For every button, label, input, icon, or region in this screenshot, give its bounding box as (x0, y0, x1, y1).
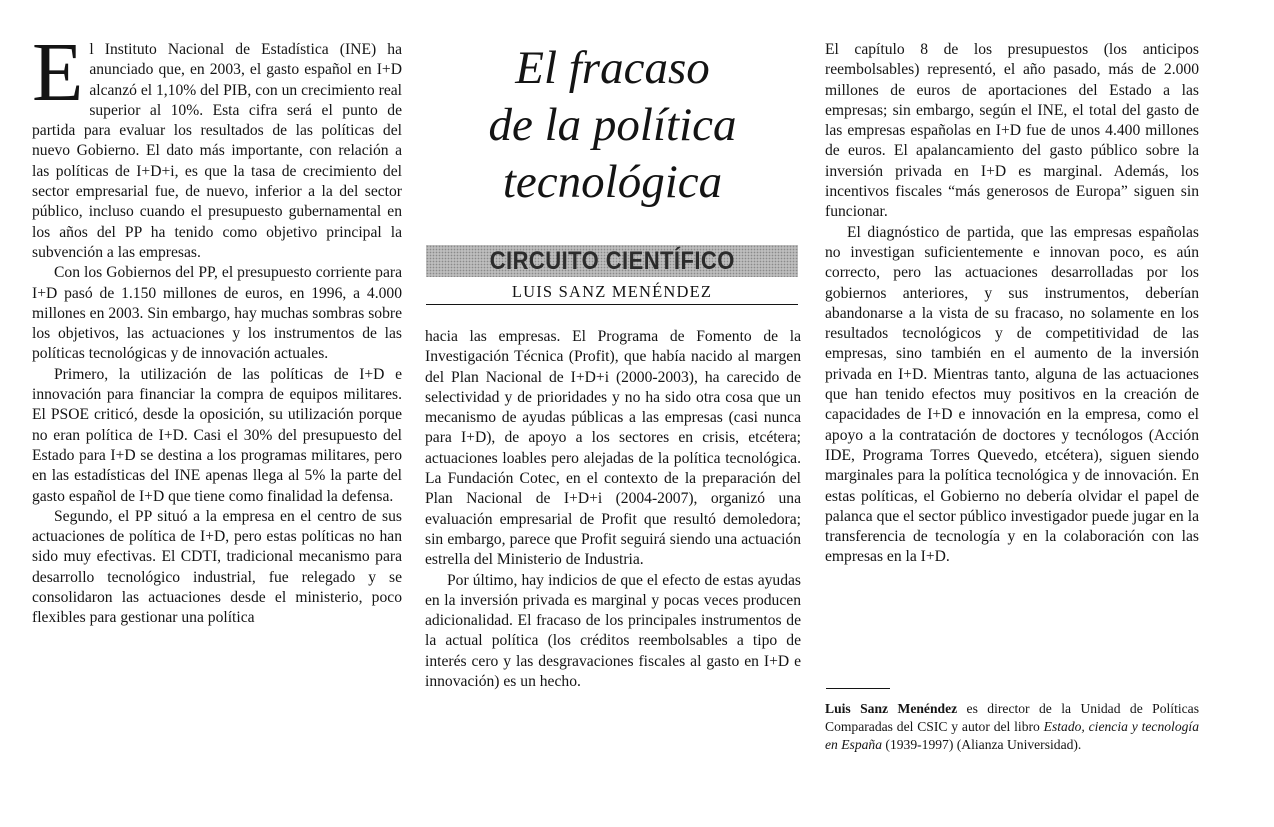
headline-line: de la política (488, 99, 737, 151)
article-column-1 (32, 26, 402, 629)
headline (440, 40, 785, 211)
article-column-3 (825, 40, 1199, 568)
paragraph: Segundo, el PP situó a la empresa en el centro de sus actuaciones de política de I+D, pero estas políticas no han sido muy efectivas. El CDTI, tradicional mecanismo para desarrollo tecnológico industrial, fue relegado y se consolidaron las actuaciones desde el ministerio, poco flexibles para gestionar una política (32, 507, 402, 627)
paragraph: El capítulo 8 de los presupuestos (los anticipos reembolsables) representó, el año pasado, más de 2.000 millones de euros de aportaciones del Estado a las empresas; sin embargo, según el INE, el total del gasto de las empresas españolas en I+D fue de unos 4.400 millones de euros. El apalancamiento del gasto público sobre la inversión privada en I+D es marginal. Además, los incentivos fiscales “más generosos de Europa” siguen sin funcionar. (825, 41, 1199, 221)
section-name: CIRCUITO CIENTÍFICO (489, 246, 735, 275)
paragraph: hacia las empresas. El Programa de Fomento de la Investigación Técnica (Profit), que había nacido al margen del Plan Nacional de I+D+i (2000-2003), ha carecido de selectividad y de prioridades y no ha sido otra cosa que un mecanismo de ayudas públicas a las empresas (casi nunca para I+D), de apoyo a los sectores en crisis, etcétera; actuaciones loables pero alejadas de la política tecnológica. La Fundación Cotec, en el contexto de la preparación del Plan Nacional de I+D+i (2004-2007), organizó una evaluación empresarial de Profit que resultó demoledora; sin embargo, parece que Profit seguirá siendo una actuación estrella del Ministerio de Industria. (425, 328, 801, 569)
drop-cap: E (32, 26, 84, 119)
paragraph-text: l Instituto Nacional de Estadística (INE) ha anunciado que, en 2003, el gasto español en I+D alcanzó el 1,10% del PIB, con un crecimiento real superior al 10%. Esta cifra será el punto de partida para evaluar los resultados de las políticas del nuevo Gobierno. El dato más importante, con relación a las políticas de I+D+i, es que la tasa de crecimiento del sector empresarial fue, de nuevo, inferior a la del sector público, incluso cuando el presupuesto gubernamental en los años del PP ha tenido como objetivo principal la subvención a las empresas. (32, 41, 402, 261)
bio-text: es director de la Unidad de Políticas Comparadas del CSIC y autor del libro (825, 701, 1199, 735)
paragraph: Primero, la utilización de las políticas de I+D e innovación para financiar la compra de equipos militares. El PSOE criticó, desde la oposición, su utilización porque no eran política de I+D. Casi el 30% del presupuesto del Estado para I+D se destina a los programas militares, pero en las estadísticas del INE apenas llega al 5% la parte del gasto español de I+D que tiene como finalidad la defensa. (32, 365, 402, 505)
bio-book-title: Estado, ciencia y tecnología en España (825, 719, 1199, 753)
paragraph: Con los Gobiernos del PP, el presupuesto corriente para I+D pasó de 1.150 millones de euros, en 1996, a 4.000 millones en 2003. Sin embargo, hay muchas sombras sobre los objetivos, las actuaciones y los instrumentos de las políticas tecnológicas y de innovación actuales. (32, 264, 402, 363)
bio-author-name: Luis Sanz Menéndez (825, 701, 958, 716)
section-banner (426, 245, 798, 277)
article-column-2 (425, 327, 801, 692)
bio-text: (1939-1997) (Alianza Universidad). (882, 737, 1082, 753)
bio-divider (826, 688, 890, 689)
headline-line: tecnológica (502, 156, 723, 208)
byline: LUIS SANZ MENÉNDEZ (511, 282, 713, 301)
paragraph: Por último, hay indicios de que el efecto de estas ayudas en la inversión privada es marginal y pocas veces producen adicionalidad. El fracaso de los principales instrumentos de la actual política (los créditos reembolsables a tipo de interés cero y las desgravaciones fiscales al gasto en I+D e innovación) es un hecho. (425, 571, 801, 691)
paragraph: El diagnóstico de partida, que las empresas españolas no investigan suficientemente e innovan poco, es aún correcto, pero las actuaciones desarrolladas por los gobiernos anteriores, y sus instrumentos, deberían abandonarse a la vista de su fracaso, no solamente en los resultados tecnológicos y de competitividad de las empresas, sino también en el aumento de la inversión privada en I+D. Mientras tanto, alguna de las actuaciones que han tenido efectos muy positivos en la creación de capacidades de I+D e innovación en la empresa, como el apoyo a la contratación de doctores y tecnólogos (Acción IDE, Programa Torres Quevedo, etcétera), siguen siendo marginales para la política tecnológica y de innovación. En estas políticas, el Gobierno no debería olvidar el papel de palanca que el sector público investigador puede jugar en la transferencia de tecnología y en la colaboración con las empresas en la I+D. (825, 223, 1199, 566)
author-bio (825, 700, 1199, 755)
headline-line: El fracaso (515, 42, 710, 94)
paragraph (32, 26, 402, 263)
byline-divider (426, 304, 798, 305)
